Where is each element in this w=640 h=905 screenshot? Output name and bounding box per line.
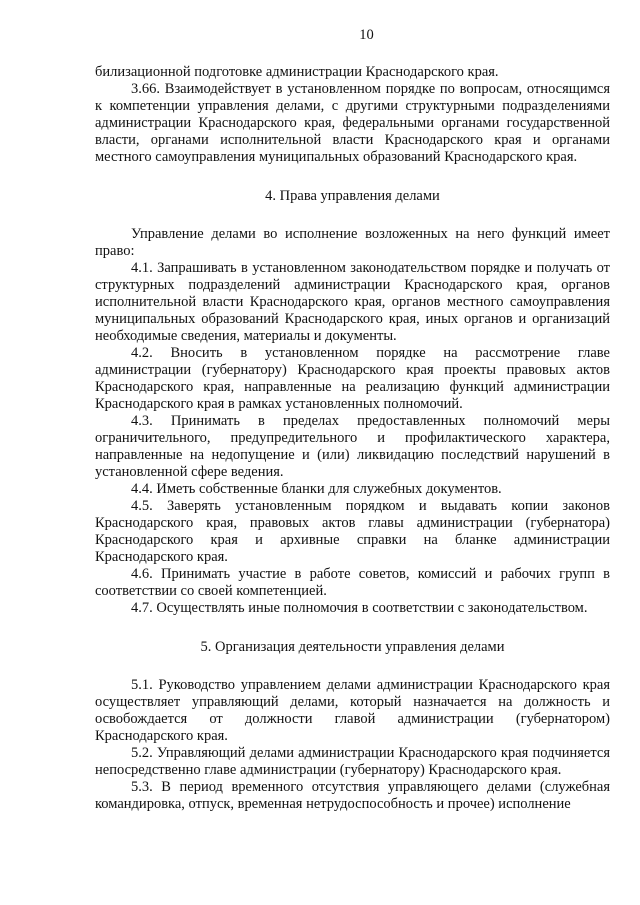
body-text	[95, 64, 610, 813]
section-4-intro: Управление делами во исполнение возложенных на него функций имеет право:	[95, 226, 610, 259]
section-5-heading: 5. Организация деятельности управления делами	[200, 639, 505, 655]
paragraph-5-3: 5.3. В период временного отсутствия управляющего делами (служебная командировка, отпуск, временная нетрудоспособность и прочее) исполнение	[95, 779, 610, 812]
paragraph-5-1: 5.1. Руководство управлением делами администрации Краснодарского края осуществляет управляющий делами, который назначается на должность и освобождается от должности главой администрации (губернатором) Краснодарского края.	[95, 677, 610, 744]
paragraph-4-6: 4.6. Принимать участие в работе советов, комиссий и рабочих групп в соответствии со своей компетенцией.	[95, 566, 610, 599]
page-number: 10	[359, 27, 374, 43]
paragraph-4-5: 4.5. Заверять установленным порядком и выдавать копии законов Краснодарского края, правовых актов главы администрации (губернатора) Краснодарского края и архивные справки на бланке администрации Краснодарского края.	[95, 498, 610, 565]
section-4-heading: 4. Права управления делами	[265, 188, 440, 204]
paragraph-5-2: 5.2. Управляющий делами администрации Краснодарского края подчиняется непосредственно главе администрации (губернатору) Краснодарского края.	[95, 745, 610, 778]
paragraph-4-2: 4.2. Вносить в установленном порядке на рассмотрение главе администрации (губернатору) Краснодарского края проекты правовых актов Краснодарского края, направленные на реализацию функций администрации Краснодарского края в рамках установленных полномочий.	[95, 345, 610, 412]
paragraph-4-4: 4.4. Иметь собственные бланки для служебных документов.	[131, 481, 502, 497]
paragraph-4-1: 4.1. Запрашивать в установленном законодательством порядке и получать от структурных подразделений администрации Краснодарского края, органов исполнительной власти Краснодарского края, органов местного самоуправления муниципальных образований Краснодарского края, иных органов и организаций необходимые сведения, материалы и документы.	[95, 260, 610, 344]
document-page	[95, 26, 610, 813]
paragraph-3-66: 3.66. Взаимодействует в установленном порядке по вопросам, относящимся к компетенции управления делами, с другими структурными подразделениями администрации Краснодарского края, федеральными органами государственной власти, органами исполнительной власти Краснодарского края и органами местного самоуправления муниципальных образований Краснодарского края.	[95, 81, 610, 165]
paragraph-4-3: 4.3. Принимать в пределах предоставленных полномочий меры ограничительного, предупредительного и профилактического характера, направленные на недопущение и (или) ликвидацию последствий нарушений в установленной сфере ведения.	[95, 413, 610, 480]
paragraph-4-7: 4.7. Осуществлять иные полномочия в соответствии с законодательством.	[131, 600, 588, 616]
paragraph-continuation: билизационной подготовке администрации Краснодарского края.	[95, 64, 499, 80]
